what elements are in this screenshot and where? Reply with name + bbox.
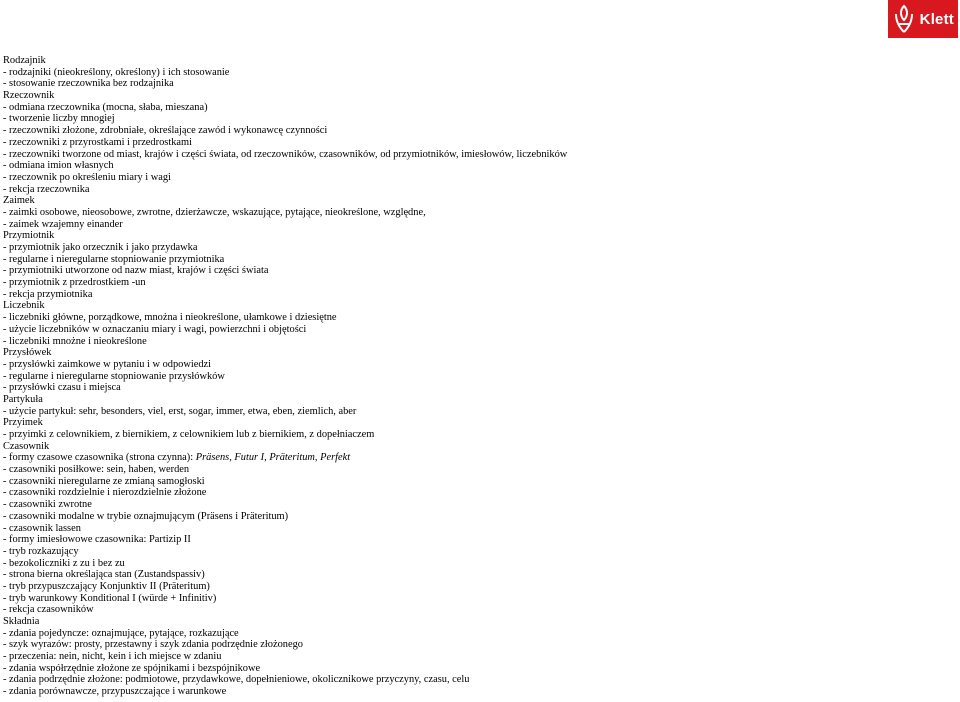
line-text: Partykuła: [3, 393, 43, 405]
text-line: [3, 406, 943, 418]
text-line: [3, 558, 943, 570]
syllabus-text: [3, 55, 943, 698]
line-text: - strona bierna określająca stan (Zustandspassiv): [3, 569, 205, 581]
text-line: [3, 277, 943, 289]
text-line: [3, 265, 943, 277]
line-text: - regularne i nieregularne stopniowanie przysłówków: [3, 370, 225, 382]
text-line: [3, 300, 943, 312]
line-text: - przymiotnik jako orzecznik i jako przydawka: [3, 242, 198, 253]
klett-logo-icon: [893, 4, 915, 34]
text-line: [3, 347, 943, 359]
line-text: - rekcja czasowników: [3, 604, 94, 616]
text-line: [3, 172, 943, 184]
line-text: Rzeczownik: [3, 90, 55, 102]
text-line: [3, 324, 943, 336]
text-line: [3, 195, 943, 207]
line-text: - zdania podrzędnie złożone: podmiotowe, przydawkowe, dopełnieniowe, okolicznikowe przyczyny, czasu, celu: [3, 674, 470, 686]
line-text: - tryb przypuszczający Konjunktiv II (Präteritum): [3, 580, 210, 592]
text-line: [3, 149, 943, 161]
text-line: [3, 371, 943, 383]
text-line: [3, 312, 943, 324]
line-text: Czasownik: [3, 440, 50, 452]
text-line: [3, 581, 943, 593]
line-text: Przysłówek: [3, 347, 52, 359]
text-line: [3, 674, 943, 686]
text-line: [3, 90, 943, 102]
line-text: - zdania współrzędnie złożone ze spójnikami i bezspójnikowe: [3, 662, 261, 674]
line-text: - odmiana imion własnych: [3, 160, 114, 172]
text-line: [3, 616, 943, 628]
line-text: - liczebniki główne, porządkowe, mnożna i nieokreślone, ułamkowe i dziesiętne: [3, 312, 337, 324]
text-line: [3, 534, 943, 546]
text-line: [3, 429, 943, 441]
text-line: [3, 639, 943, 651]
brand-name: Klett: [919, 10, 954, 28]
line-text: - bezokoliczniki z zu i bez zu: [3, 557, 125, 569]
text-line: [3, 160, 943, 172]
text-line: [3, 628, 943, 640]
text-line: [3, 336, 943, 348]
line-text: - tryb warunkowy Konditional I (würde + Infinitiv): [3, 592, 217, 604]
line-text-italic: Präsens, Futur I, Präteritum, Perfekt: [195, 452, 351, 464]
line-text: - przymiotnik z przedrostkiem -un: [3, 277, 146, 289]
text-line: [3, 546, 943, 558]
line-text: - czasowniki posiłkowe: sein, haben, werden: [3, 464, 190, 476]
text-line: [3, 663, 943, 675]
text-line: [3, 184, 943, 196]
line-text: Rodzajnik: [3, 55, 46, 66]
line-text: Przyimek: [3, 417, 43, 429]
text-line: [3, 113, 943, 125]
line-text: - przymiotniki utworzone od nazw miast, krajów i części świata: [3, 265, 269, 277]
line-text: - rodzajniki (nieokreślony, określony) i ich stosowanie: [3, 66, 230, 78]
text-line: [3, 441, 943, 453]
klett-logo: [888, 0, 958, 38]
text-line: [3, 230, 943, 242]
text-line: [3, 125, 943, 137]
line-text: - rzeczownik po określeniu miary i wagi: [3, 171, 171, 183]
text-line: [3, 523, 943, 535]
line-text: - rekcja rzeczownika: [3, 183, 90, 195]
text-line: [3, 651, 943, 663]
text-line: [3, 394, 943, 406]
text-line: [3, 254, 943, 266]
line-text: - rekcja przymiotnika: [3, 288, 93, 300]
line-text: - czasowniki modalne w trybie oznajmującym (Präsens i Präteritum): [3, 510, 289, 522]
line-text: - zdania porównawcze, przypuszczające i warunkowe: [3, 686, 227, 698]
text-line: [3, 78, 943, 90]
text-line: [3, 464, 943, 476]
line-text: - zdania pojedyncze: oznajmujące, pytające, rozkazujące: [3, 627, 239, 639]
line-text: - rzeczowniki złożone, zdrobniałe, określające zawód i wykonawcę czynności: [3, 125, 328, 137]
text-line: [3, 55, 943, 67]
line-text: - zaimki osobowe, nieosobowe, zwrotne, dzierżawcze, wskazujące, pytające, nieokreślone, względne,: [3, 206, 426, 218]
line-text: - stosowanie rzeczownika bez rodzajnika: [3, 78, 174, 90]
text-line: [3, 359, 943, 371]
line-text: - czasownik lassen: [3, 522, 81, 534]
line-text: - tryb rozkazujący: [3, 545, 79, 557]
line-text: - przeczenia: nein, nicht, kein i ich miejsce w zdaniu: [3, 651, 222, 663]
text-line: [3, 102, 943, 114]
text-line: [3, 242, 943, 254]
line-text: - liczebniki mnożne i nieokreślone: [3, 335, 147, 347]
line-text: - odmiana rzeczownika (mocna, słaba, mieszana): [3, 101, 208, 113]
text-line: [3, 219, 943, 231]
text-line: [3, 289, 943, 301]
text-line: [3, 604, 943, 616]
line-text: - użycie partykuł: sehr, besonders, viel, erst, sogar, immer, etwa, eben, ziemlich, aber: [3, 405, 357, 417]
line-text: Liczebnik: [3, 300, 45, 312]
line-text: - formy imiesłowowe czasownika: Partizip II: [3, 534, 191, 546]
text-line: [3, 686, 943, 698]
text-line: [3, 487, 943, 499]
line-text: - rzeczowniki z przyrostkami i przedrostkami: [3, 136, 192, 148]
line-text: - tworzenie liczby mnogiej: [3, 113, 115, 125]
line-text: - regularne i nieregularne stopniowanie przymiotnika: [3, 253, 225, 265]
text-line: [3, 207, 943, 219]
text-line: [3, 67, 943, 79]
text-line: [3, 511, 943, 523]
line-text: - użycie liczebników w oznaczaniu miary i wagi, powierzchni i objętości: [3, 323, 307, 335]
line-text: - przysłówki zaimkowe w pytaniu i w odpowiedzi: [3, 358, 212, 370]
line-text: - czasowniki rozdzielnie i nierozdzielnie złożone: [3, 487, 207, 499]
line-text: - rzeczowniki tworzone od miast, krajów i części świata, od rzeczowników, czasowników, od przymiotników, imiesłowów, liczebników: [3, 148, 568, 160]
line-text: - przysłówki czasu i miejsca: [3, 382, 121, 394]
text-line: [3, 452, 943, 464]
line-text: - szyk wyrazów: prosty, przestawny i szyk zdania podrzędnie złożonego: [3, 639, 303, 651]
line-text: - przyimki z celownikiem, z biernikiem, z celownikiem lub z biernikiem, z dopełniaczem: [3, 429, 375, 440]
line-text: Zaimek: [3, 195, 35, 207]
line-text: - zaimek wzajemny einander: [3, 218, 123, 230]
text-line: [3, 476, 943, 488]
line-text: - formy czasowe czasownika (strona czynna):: [3, 452, 196, 464]
text-line: [3, 593, 943, 605]
line-text: Przymiotnik: [3, 230, 55, 242]
line-text: - czasowniki nieregularne ze zmianą samogłoski: [3, 475, 205, 487]
text-line: [3, 569, 943, 581]
line-text: - czasowniki zwrotne: [3, 499, 92, 511]
text-line: [3, 499, 943, 511]
line-text: Składnia: [3, 616, 40, 627]
text-line: [3, 417, 943, 429]
text-line: [3, 137, 943, 149]
text-line: [3, 382, 943, 394]
